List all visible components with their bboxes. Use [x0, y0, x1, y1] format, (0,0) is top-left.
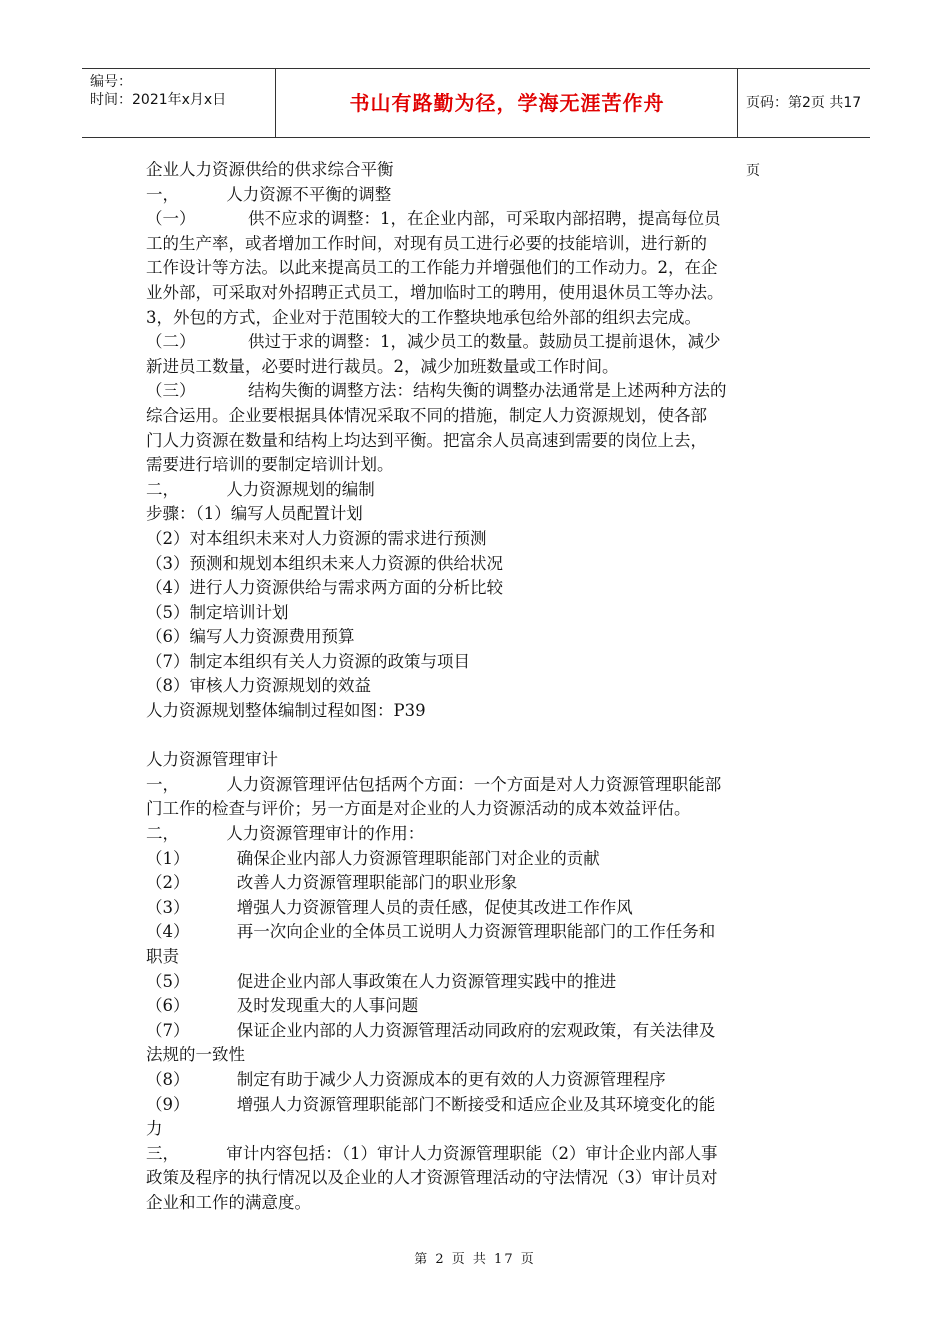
body-line: （6）编写人力资源费用预算	[146, 627, 355, 647]
body-line: （7）制定本组织有关人力资源的政策与项目	[146, 651, 470, 671]
body-line: （8）审核人力资源规划的效益	[146, 676, 371, 696]
body-line: （三） 结构失衡的调整方法：结构失衡的调整办法通常是上述两种方法的	[146, 381, 727, 401]
body-line: 法规的一致性	[146, 1045, 245, 1065]
body-line: 新进员工数量，必要时进行裁员。2，减少加班数量或工作时间。	[146, 356, 619, 376]
body-line: （3） 增强人力资源管理人员的责任感，促使其改进工作作风	[146, 897, 633, 917]
body-line: （8） 制定有助于减少人力资源成本的更有效的人力资源管理程序	[146, 1069, 666, 1089]
body-line: 工作设计等方法。以此来提高员工的工作能力并增强他们的工作动力。2，在企	[146, 258, 718, 278]
header-motto: 书山有路勤为径，学海无涯苦作舟	[277, 69, 738, 137]
body-line: 二， 人力资源管理审计的作用：	[146, 824, 425, 844]
body-line: 二， 人力资源规划的编制	[146, 479, 375, 499]
document-body	[146, 158, 810, 1216]
body-line: （7） 保证企业内部的人力资源管理活动同政府的宏观政策，有关法律及	[146, 1020, 716, 1040]
body-line	[146, 724, 810, 749]
body-line: （4）进行人力资源供给与需求两方面的分析比较	[146, 578, 503, 598]
header-meta	[82, 69, 276, 137]
body-line: （一） 供不应求的调整：1，在企业内部，可采取内部招聘，提高每位员	[146, 209, 721, 229]
body-line: （1） 确保企业内部人力资源管理职能部门对企业的贡献	[146, 848, 600, 868]
document-date: 时间：2021年x月x日	[90, 92, 227, 108]
body-line: （6） 及时发现重大的人事问题	[146, 996, 419, 1016]
body-line: 人力资源管理审计	[146, 750, 278, 770]
body-line: 政策及程序的执行情况以及企业的人才资源管理活动的守法情况（3）审计员对	[146, 1168, 718, 1188]
body-line: （3）预测和规划本组织未来人力资源的供给状况	[146, 553, 503, 573]
body-line: （5）制定培训计划	[146, 602, 289, 622]
body-line: （2）对本组织未来对人力资源的需求进行预测	[146, 528, 487, 548]
body-line: 业外部，可采取对外招聘正式员工，增加临时工的聘用，使用退休员工等办法。	[146, 282, 724, 302]
page-footer: 第 2 页 共 17 页	[414, 1252, 536, 1267]
body-line: 企业人力资源供给的供求综合平衡	[146, 160, 394, 179]
body-line: 一， 人力资源管理评估包括两个方面：一个方面是对人力资源管理职能部	[146, 774, 722, 794]
body-line: 人力资源规划整体编制过程如图：P39	[146, 701, 426, 721]
body-line: 步骤：（1）编写人员配置计划	[146, 504, 363, 524]
body-line: （9） 增强人力资源管理职能部门不断接受和适应企业及其环境变化的能	[146, 1094, 716, 1114]
body-line: （4） 再一次向企业的全体员工说明人力资源管理职能部门的工作任务和	[146, 922, 716, 942]
body-line: 企业和工作的满意度。	[146, 1192, 311, 1212]
body-line: （二） 供过于求的调整：1，减少员工的数量。鼓励员工提前退休，减少	[146, 332, 721, 352]
body-line: 职责	[146, 947, 179, 966]
body-line: 三， 审计内容包括：（1）审计人力资源管理职能（2）审计企业内部人事	[146, 1143, 718, 1163]
document-number-label: 编号：	[90, 74, 132, 90]
header-page-code: 页码：第2页 共17页	[746, 95, 862, 179]
body-line: 综合运用。企业要根据具体情况采取不同的措施，制定人力资源规划，使各部	[146, 405, 707, 425]
body-line: （5） 促进企业内部人事政策在人力资源管理实践中的推进	[146, 971, 617, 991]
body-line: （2） 改善人力资源管理职能部门的职业形象	[146, 873, 518, 893]
body-line: 一， 人力资源不平衡的调整	[146, 184, 392, 204]
body-line: 工的生产率，或者增加工作时间，对现有员工进行必要的技能培训，进行新的	[146, 233, 707, 253]
body-line: 力	[146, 1119, 163, 1139]
body-line: 门工作的检查与评价；另一方面是对企业的人力资源活动的成本效益评估。	[146, 799, 691, 819]
body-line: 门人力资源在数量和结构上均达到平衡。把富余人员高速到需要的岗位上去，	[146, 430, 707, 450]
body-line: 需要进行培训的要制定培训计划。	[146, 455, 394, 475]
body-line: 3，外包的方式，企业对于范围较大的工作整块地承包给外部的组织去完成。	[146, 307, 701, 327]
